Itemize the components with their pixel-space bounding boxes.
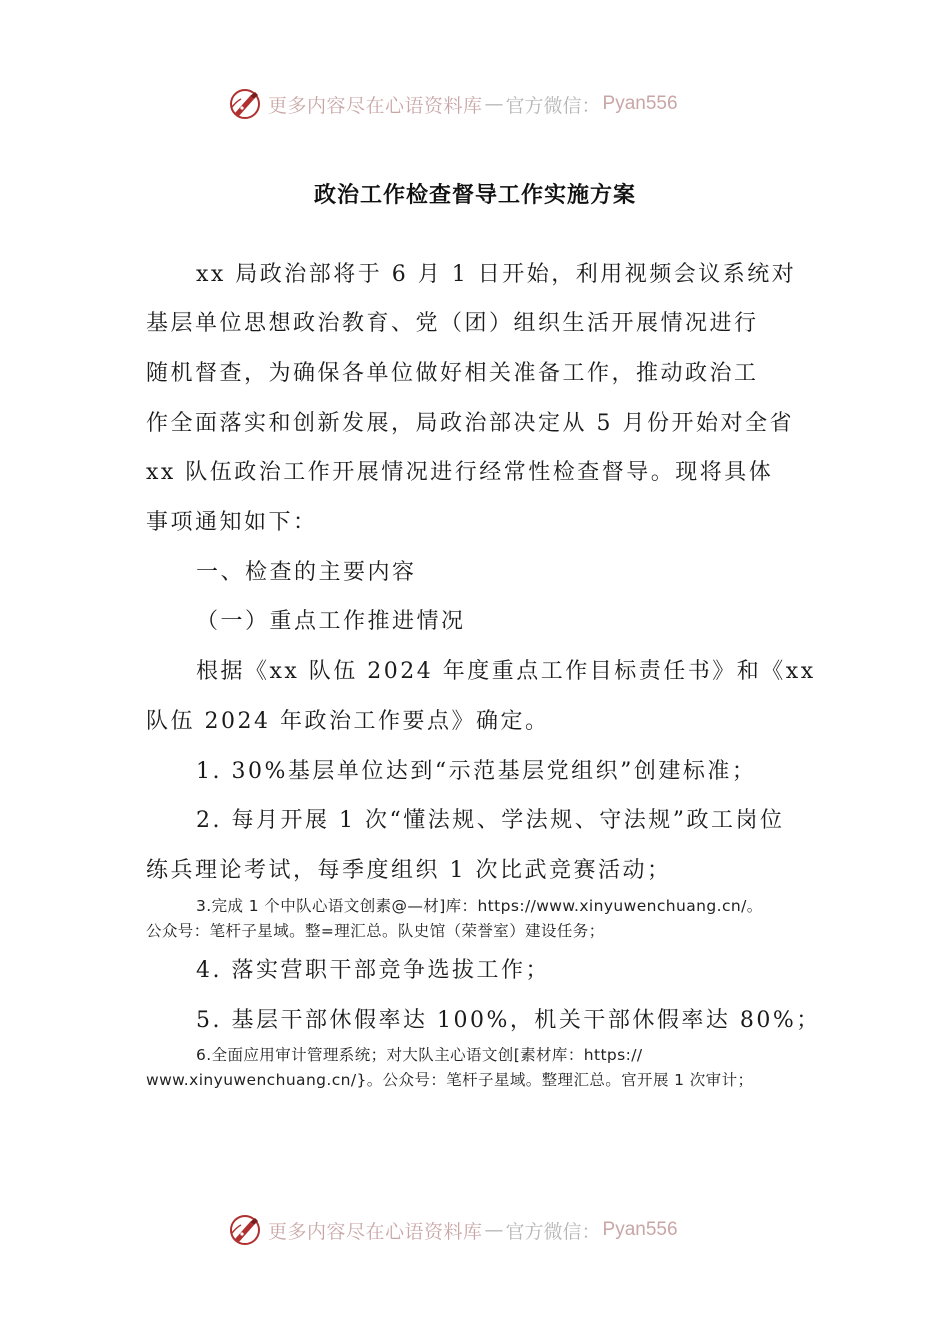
list-item-6-cont: www.xinyuwenchuang.cn/}。公众号：笔杆子星域。整理汇总。官开展 1 次审计； xyxy=(146,1071,754,1089)
list-item-1: 1. 30%基层单位达到“示范基层党组织”创建标准； xyxy=(196,759,757,784)
list-item-4: 4. 落实营职干部竞争选拔工作； xyxy=(196,958,550,983)
subsection-heading: （一）重点工作推进情况 xyxy=(196,609,466,634)
paragraph-line: 队伍 2024 年政治工作要点》确定。 xyxy=(146,709,550,734)
watermark-text: 更多内容尽在心语资料库 xyxy=(268,1220,483,1243)
list-item-3-cont: 公众号：笔杆子星域。整=理汇总。队史馆（荣誉室）建设任务； xyxy=(146,922,605,940)
paragraph-line: 根据《xx 队伍 2024 年度重点工作目标责任书》和《xx xyxy=(196,659,816,684)
watermark-dash: — xyxy=(484,93,504,115)
paragraph-line: 随机督查，为确保各单位做好相关准备工作，推动政治工 xyxy=(146,361,759,386)
paragraph-line: xx 队伍政治工作开展情况进行经常性检查督导。现将具体 xyxy=(146,460,774,485)
list-item-3: 3.完成 1 个中队心语文创素@—材]库：https://www.xinyuwenchuang.cn/。 xyxy=(196,897,763,915)
paragraph-line: 作全面落实和创新发展，局政治部决定从 5 月份开始对全省 xyxy=(146,411,794,436)
watermark-wechat-id: Pyan556 xyxy=(602,1219,678,1240)
watermark-official-label: 官方微信： xyxy=(505,94,601,117)
list-item-6: 6.全面应用审计管理系统；对大队主心语文创[素材库：https:// xyxy=(196,1046,643,1064)
watermark-banner-top xyxy=(228,84,678,124)
list-item-2: 2. 每月开展 1 次“懂法规、学法规、守法规”政工岗位 xyxy=(196,808,785,833)
watermark-banner-bottom xyxy=(228,1210,678,1250)
paragraph-line: xx 局政治部将于 6 月 1 日开始，利用视频会议系统对 xyxy=(196,262,797,287)
list-item-5: 5. 基层干部休假率达 100%，机关干部休假率达 80%； xyxy=(196,1008,821,1033)
pen-nib-logo-icon xyxy=(228,87,262,121)
pen-nib-logo-icon xyxy=(228,1213,262,1247)
watermark-wechat-id: Pyan556 xyxy=(602,93,678,114)
section-heading: 一、检查的主要内容 xyxy=(196,560,417,585)
list-item-2-cont: 练兵理论考试，每季度组织 1 次比武竞赛活动； xyxy=(146,858,672,883)
watermark-text: 更多内容尽在心语资料库 xyxy=(268,94,483,117)
paragraph-line: 基层单位思想政治教育、党（团）组织生活开展情况进行 xyxy=(146,311,759,336)
paragraph-line: 事项通知如下： xyxy=(146,510,318,535)
watermark-official-label: 官方微信： xyxy=(505,1220,601,1243)
document-title: 政治工作检查督导工作实施方案 xyxy=(313,183,636,208)
watermark-dash: — xyxy=(484,1219,504,1241)
